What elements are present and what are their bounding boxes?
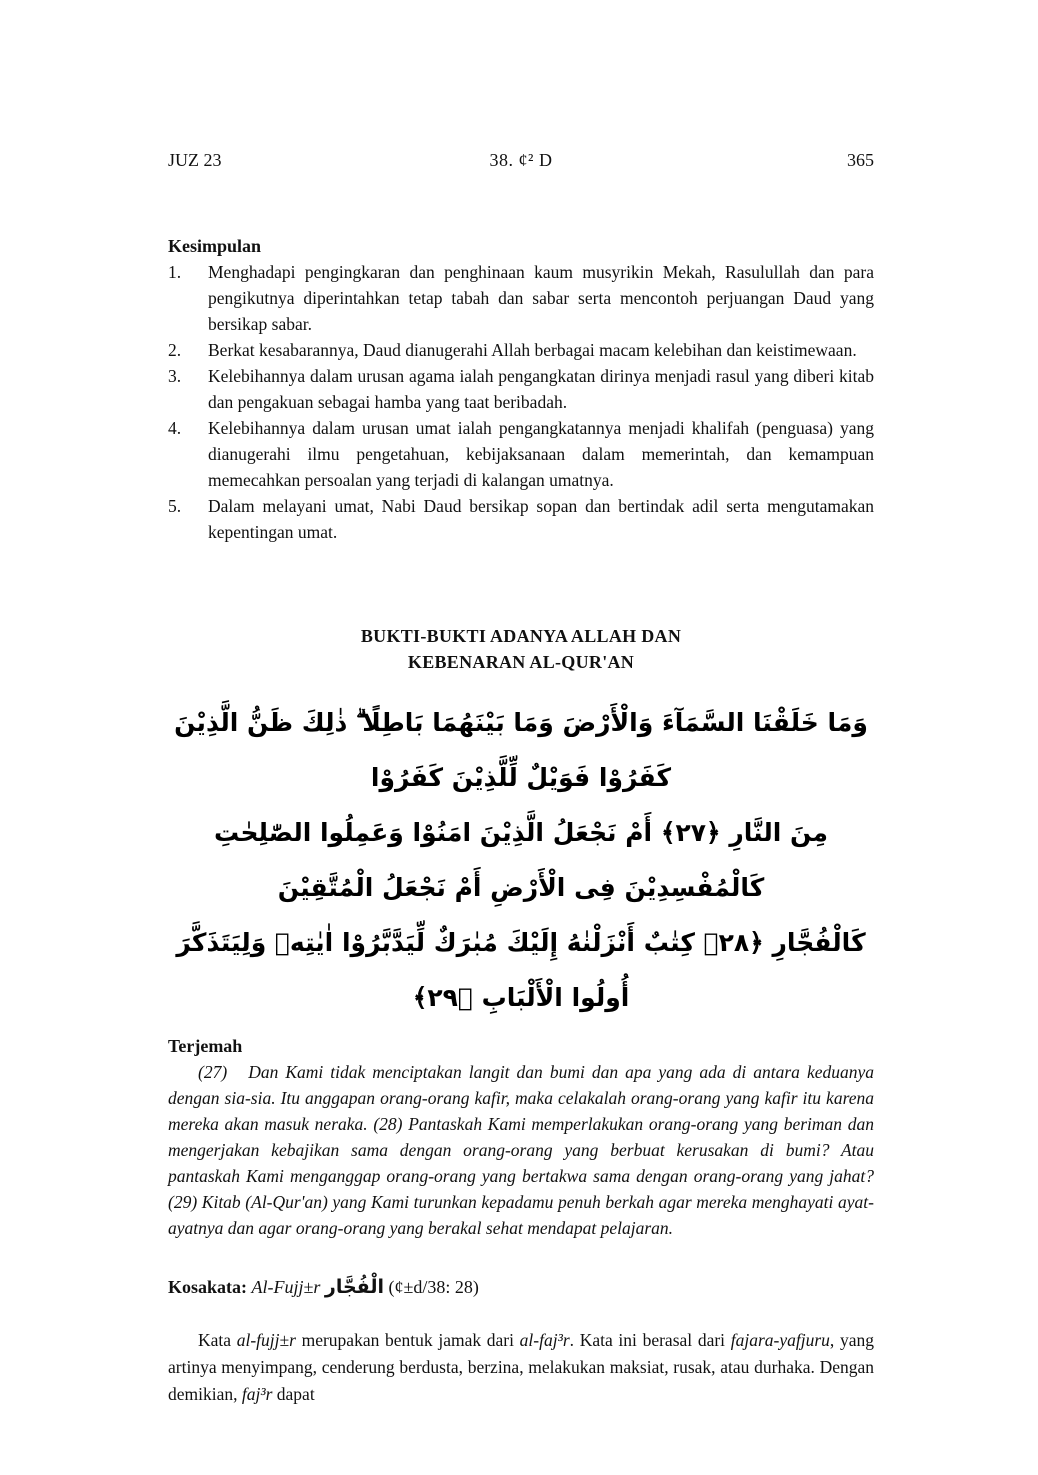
paragraph-text: dapat [272, 1384, 315, 1404]
paragraph-term: faj³r [241, 1384, 273, 1404]
kosakata-term: Al-Fujj±r [251, 1277, 325, 1297]
arabic-verse-line: مِنَ النَّارِ ﴿٢٧﴾ أَمْ نَجْعَلُ الَّذِيْنَ امَنُوْا وَعَمِلُوا الصّٰلِحٰتِ كَالْمُفْسِدِيْنَ فِى الْأَرْضِ أَمْ نَجْعَلُ الْمُتَّقِيْنَ [214, 818, 828, 902]
item-text: Berkat kesabarannya, Daud dianugerahi Allah berbagai macam kelebihan dan keistimewaan. [208, 340, 857, 360]
kesimpulan-item [168, 259, 874, 337]
item-number: 2. [168, 340, 182, 360]
running-header [168, 150, 874, 171]
kesimpulan-title: Kesimpulan [168, 236, 262, 256]
arabic-verse-line: وَمَا خَلَقْنَا السَّمَآءَ وَالْأَرْضَ وَمَا بَيْنَهُمَا بَاطِلًا ۗ ذٰلِكَ ظَنُّ الَّذِيْنَ كَفَرُوْا فَوَيْلٌ لِّلَّذِيْنَ كَفَرُوْا [174, 708, 868, 792]
item-number: 5. [168, 496, 182, 516]
item-text: Kelebihannya dalam urusan umat ialah pengangkatannya menjadi khalifah (penguasa) yang dianugerahi ilmu pengetahuan, kebijaksanaan dalam memerintah, dan kemampuan memecahkan persoalan yang terjadi di kalangan umatnya. [208, 418, 874, 490]
kosakata-paragraph [168, 1327, 874, 1408]
kosakata-arabic-word: الْفُجَّار [324, 1276, 384, 1298]
paragraph-term: al-faj³r [519, 1330, 570, 1350]
section-title-line2: KEBENARAN AL-QUR'AN [407, 652, 635, 672]
kesimpulan-section [168, 233, 874, 545]
terjemah-title: Terjemah [168, 1036, 243, 1056]
header-surah-title: 38. ¢² D [489, 150, 553, 170]
kesimpulan-item [168, 493, 874, 545]
terjemah-text: (27) Dan Kami tidak menciptakan langit dan bumi dan apa yang ada di antara keduanya dengan sia-sia. Itu anggapan orang-orang kafir, maka celakalah orang-orang yang kafir itu karena mereka akan masuk neraka. (28) Pantaskah Kami memperlakukan orang-orang yang beriman dan mengerjakan kebajikan sama dengan orang-orang yang berbuat kerusakan di bumi? Atau pantaskah Kami menganggap orang-orang yang bertakwa sama dengan orang-orang yang jahat? (29) Kitab (Al-Qur'an) yang Kami turunkan kepadamu penuh berkah agar mereka menghayati ayat-ayatnya dan agar orang-orang yang berakal sehat mendapat pelajaran. [168, 1062, 874, 1238]
paragraph-text: , yang artinya menyimpang, cenderung berdusta, berzina, melakukan maksiat, rusak, atau durhaka. Dengan demikian, [168, 1330, 874, 1404]
item-number: 4. [168, 418, 182, 438]
header-juz: JUZ 23 [168, 150, 222, 170]
paragraph-text: . Kata ini berasal dari [569, 1330, 731, 1350]
kesimpulan-item [168, 337, 874, 363]
kesimpulan-item [168, 363, 874, 415]
terjemah-section [168, 1033, 874, 1241]
item-text: Kelebihannya dalam urusan agama ialah pengangkatan dirinya menjadi rasul yang diberi kitab dan pengakuan sebagai hamba yang taat beribadah. [208, 366, 874, 412]
kosakata-heading [168, 1273, 874, 1301]
kosakata-reference: (¢±d/38: 28) [383, 1277, 479, 1297]
item-number: 1. [168, 262, 182, 282]
kosakata-label: Kosakata: [168, 1277, 252, 1297]
paragraph-text: merupakan bentuk jamak dari [295, 1330, 520, 1350]
section-title-line1: BUKTI-BUKTI ADANYA ALLAH DAN [360, 626, 682, 646]
kesimpulan-item [168, 415, 874, 493]
header-page-number: 365 [847, 150, 874, 170]
paragraph-term: fajara-yafjuru [730, 1330, 830, 1350]
item-text: Dalam melayani umat, Nabi Daud bersikap sopan dan bertindak adil serta mengutamakan kepentingan umat. [208, 496, 874, 542]
item-text: Menghadapi pengingkaran dan penghinaan kaum musyrikin Mekah, Rasulullah dan para pengikutnya diperintahkan tetap tabah dan sabar serta mencontoh perjuangan Daud yang bersikap sabar. [208, 262, 874, 334]
section-title [168, 623, 874, 675]
arabic-verse-line: كَالْفُجَّارِ ﴿٢٨﴾ كِتٰبٌ أَنْزَلْنٰهُ إِلَيْكَ مُبٰرَكٌ لِّيَدَّبَّرُوْا اٰيٰتِهٖ وَلِيَتَذَكَّرَ أُولُوا الْأَلْبَابِ ﴿٢٩﴾ [176, 928, 866, 1012]
paragraph-term: al-fujj±r [236, 1330, 296, 1350]
paragraph-text: Kata [198, 1330, 237, 1350]
item-number: 3. [168, 366, 182, 386]
quran-verses-arabic [168, 695, 874, 1025]
kesimpulan-list [168, 259, 874, 545]
